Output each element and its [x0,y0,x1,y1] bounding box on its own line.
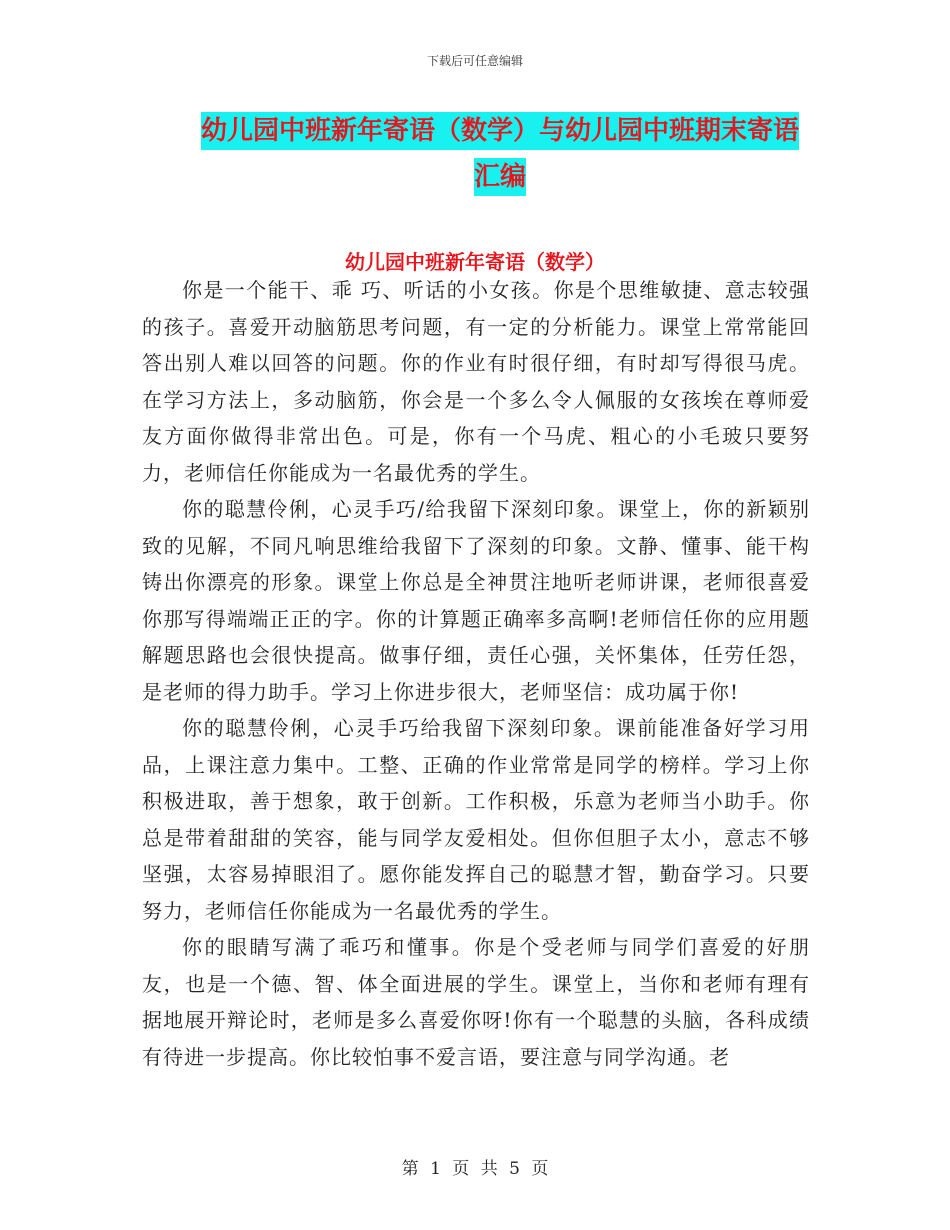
page-footer: 第 1 页 共 5 页 [401,1159,549,1179]
paragraph: 你是一个能干、乖 巧、听话的小女孩。你是个思维敏捷、意志较强的孩子。喜爱开动脑筋思考问题，有一定的分析能力。课堂上常常能回答出别人难以回答的问题。你的作业有时很仔细，有时却写得很马虎。在学习方法上，多动脑筋，你会是一个多么令人佩服的女孩埃在尊师爱友方面你做得非常出色。可是，你有一个马虎、粗心的小毛玻只要努力，老师信任你能成为一名最优秀的学生。 [142,278,810,485]
header-note: 下载后可任意编辑 [426,54,523,68]
paragraph: 你的聪慧伶俐，心灵手巧给我留下深刻印象。课前能准备好学习用品，上课注意力集中。工整、正确的作业常常是同学的榜样。学习上你积极进取，善于想象，敢于创新。工作积极，乐意为老师当小助手。你总是带着甜甜的笑容，能与同学友爱相处。但你但胆子太小，意志不够坚强，太容易掉眼泪了。愿你能发挥自己的聪慧才智，勤奋学习。只要努力，老师信任你能成为一名最优秀的学生。 [142,716,810,923]
paragraph: 你的聪慧伶俐，心灵手巧/给我留下深刻印象。课堂上，你的新颖别致的见解，不同凡响思维给我留下了深刻的印象。文静、懂事、能干构铸出你漂亮的形象。课堂上你总是全神贯注地听老师讲课，老师很喜爱你那写得端端正正的字。你的计算题正确率多高啊!老师信任你的应用题解题思路也会很快提高。做事仔细，责任心强，关怀集体，任劳任怨，是老师的得力助手。学习上你进步很大，老师坚信：成功属于你! [142,497,810,704]
section-title: 幼儿园中班新年寄语（数学） [345,250,605,274]
document-title [140,108,860,200]
document-title-line-2: 汇编 [474,158,526,196]
document-title-line-1: 幼儿园中班新年寄语（数学）与幼儿园中班期末寄语 [201,112,799,150]
body-text [142,272,810,1075]
paragraph: 你的眼睛写满了乖巧和懂事。你是个受老师与同学们喜爱的好朋友，也是一个德、智、体全面进展的学生。课堂上，当你和老师有理有据地展开辩论时，老师是多么喜爱你呀!你有一个聪慧的头脑，各科成绩有待进一步提高。你比较怕事不爱言语，要注意与同学沟通。老 [142,935,810,1069]
